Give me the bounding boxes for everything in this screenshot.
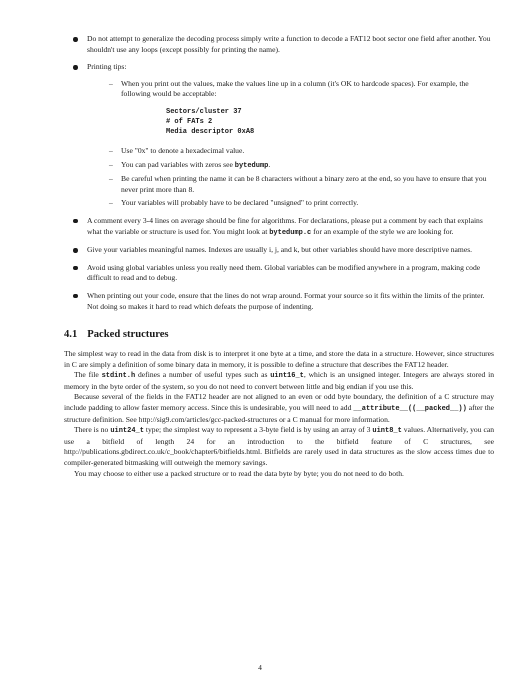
- sublist-text: Use: [121, 145, 135, 155]
- sublist-text: When you print out the values, make the values line up in a column (it's OK to hardcode spaces). For example, the following would be acceptable:: [121, 78, 469, 99]
- printing-tips-sublist: [97, 79, 494, 209]
- bullet-text: Printing tips:: [87, 62, 127, 72]
- page-number: 4: [258, 663, 262, 672]
- paragraph: [64, 392, 494, 425]
- section-title: Packed structures: [87, 329, 169, 341]
- paragraph-text: defines a number of useful types such as: [135, 370, 271, 380]
- list-item: [64, 62, 494, 209]
- sublist-item: [97, 79, 494, 137]
- bullet-text: Do not attempt to generalize the decoding process simply write a function to decode a FAT12 boot sector one field after another. You shouldn't use any loops (except possibly for printing the name).: [87, 34, 491, 54]
- bullet-text: When printing out your code, ensure that the lines do not wrap around. Format your source so it fits within the limits of the printer. Not doing so makes it hard to read which defeats the purpose of indenting.: [87, 290, 485, 311]
- sublist-text: to denote a hexadecimal value.: [148, 145, 245, 155]
- paragraph-text: type; the simplest way to represent a 3-byte field is by using an array of 3: [143, 425, 373, 435]
- inline-code: bytedump.c: [269, 228, 312, 237]
- paragraph-text: There is no: [74, 425, 111, 435]
- list-item: [64, 245, 494, 256]
- paragraph: [64, 425, 494, 468]
- guidelines-list: [64, 34, 494, 312]
- sublist-text: You can pad variables with zeros see: [121, 159, 235, 169]
- list-item: [64, 216, 494, 238]
- sublist-item: [97, 160, 494, 172]
- code-example: [166, 107, 494, 137]
- inline-code: bytedump: [234, 161, 269, 170]
- code-line: Sectors/cluster 37: [166, 107, 242, 116]
- code-line: Media descriptor 0xA8: [166, 127, 255, 136]
- inline-code: "0x": [134, 145, 149, 155]
- bullet-text: Give your variables meaningful names. Indexes are usually i, j, and k, but other variables should have more descriptive names.: [87, 245, 473, 255]
- sublist-text: .: [268, 159, 271, 169]
- paragraph-text: Because several of the fields in the FAT12 header are not aligned to an even or odd byte boundary, the definition of a C structure may include padding to allow faster memory access. Since this is undesirable, you will need to add: [64, 392, 494, 413]
- list-item: [64, 263, 494, 284]
- paragraph-text: after the structure definition. See http://sig9.com/articles/gcc-packed-structures or a C manual for more information.: [64, 403, 494, 424]
- bullet-text: A comment every 3-4 lines on average should be fine for algorithms. For declarations, please put a comment by each that explains what the variable or structure is used for. You might look at: [87, 215, 483, 236]
- inline-code: stdint.h: [101, 372, 136, 381]
- sublist-text: Be careful when printing the name it can be 8 characters without a binary zero at the end, so you have to ensure that you never print more than 8.: [121, 174, 487, 194]
- paragraph: [64, 370, 494, 392]
- inline-code: uint16_t: [270, 372, 304, 381]
- inline-code: uint8_t: [372, 427, 402, 436]
- sublist-item: [97, 146, 494, 157]
- paragraph: The simplest way to read in the data from disk is to interpret it one byte at a time, and store the data in a structure. However, since structures in C are simply a definition of some binary data in memory, it is possible to define a structure that describes the FAT12 header.: [64, 349, 494, 369]
- sublist-item: [97, 198, 494, 209]
- section-heading: [64, 328, 494, 341]
- inline-code: uint24_t: [110, 427, 144, 436]
- bullet-text: Avoid using global variables unless you really need them. Global variables can be modified anywhere in a program, making code difficult to read and to debug.: [87, 262, 481, 283]
- sublist-text: Your variables will probably have to be declared "unsigned" to print correctly.: [121, 198, 359, 208]
- paragraph-text: The file: [74, 370, 102, 380]
- inline-code: __attribute__((__packed__)): [353, 405, 467, 414]
- paragraph-text: , which is an unsigned integer. Integers are always stored in memory in the byte order of the system, so you do not need to convert between little and big endian if you use this.: [64, 370, 494, 391]
- page-content: [64, 34, 494, 479]
- paragraph-text: values. Alternatively, you can use a bitfield of length 24 for an introduction to the bitfield feature of C structures, see http://publications.gbdirect.co.uk/c_book/chapter6/bitfields.html. Bitfields are rarely used in data structures as the slow access times due to compiler-generated bitmasking will outweigh the memory savings.: [64, 425, 495, 468]
- list-item: [64, 291, 494, 312]
- paragraph: You may choose to either use a packed structure or to read the data byte by byte; you do not need to do both.: [74, 468, 404, 478]
- section-number: 4.1: [64, 329, 78, 341]
- code-line: # of FATs 2: [166, 117, 213, 126]
- sublist-item: [97, 174, 494, 195]
- bullet-text: for an example of the style we are looking for.: [311, 226, 454, 236]
- list-item: [64, 34, 494, 55]
